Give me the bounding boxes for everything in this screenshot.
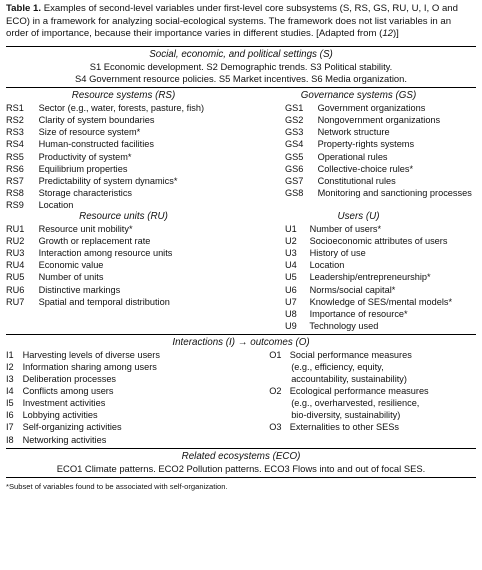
item-text: Property-rights systems [317,139,415,150]
item-text: Storage characteristics [38,187,133,198]
gs-column [241,90,476,211]
u-column [241,211,476,332]
list-item [285,259,476,271]
item-code: RS9 [6,199,24,210]
item-code: I7 [6,422,14,433]
item-text: Importance of resource* [309,308,408,319]
list-item [285,114,476,126]
outcome-o2-detail-2: bio-diversity, sustainability) [291,410,401,421]
list-item [6,247,241,259]
item-code: GS6 [285,163,304,174]
item-text: Deliberation processes [22,374,117,385]
list-item [6,361,269,373]
list-item [6,235,241,247]
outcome-o2 [269,385,476,397]
item-text: Constitutional rules [317,175,396,186]
list-item [285,187,476,199]
item-text: Lobbying activities [22,410,98,421]
list-item [6,259,241,271]
item-code: RS3 [6,127,24,138]
list-item [285,296,476,308]
item-code: RU7 [6,296,25,307]
list-item [6,151,241,163]
item-text: Sector (e.g., water, forests, pasture, fish) [38,103,205,114]
item-code: RS4 [6,139,24,150]
list-item [285,151,476,163]
item-code: RU5 [6,272,25,283]
settings-line-2: S4 Government resource policies. S5 Market incentives. S6 Media organization. [75,72,407,84]
item-code: RS7 [6,175,24,186]
list-item [6,223,241,235]
item-code: I5 [6,398,14,409]
list-item [6,271,241,283]
item-text: Clarity of system boundaries [38,115,155,126]
item-code: U4 [285,260,297,271]
item-code: U7 [285,296,297,307]
item-text: Norms/social capital* [309,284,396,295]
eco-section [6,449,476,475]
item-code: U5 [285,272,297,283]
item-code: RS8 [6,187,24,198]
list-item [285,247,476,259]
item-text: Size of resource system* [38,127,141,138]
list-item [6,114,241,126]
item-code: GS4 [285,139,304,150]
item-code: RS5 [6,151,24,162]
eco-heading: Related ecosystems (ECO) [181,450,301,462]
list-item [6,102,241,114]
item-text: Human-constructed facilities [38,139,154,150]
list-item [6,349,269,361]
list-item [285,284,476,296]
ru-column [6,211,241,332]
item-code: U8 [285,308,297,319]
item-code: RS2 [6,115,24,126]
list-item [6,409,269,421]
rs-heading: Resource systems (RS) [71,90,176,102]
item-code: O2 [269,386,282,397]
item-text: Resource unit mobility* [38,224,133,235]
item-text: Location [38,199,74,210]
bottom-rule [6,477,476,478]
item-code: I1 [6,349,14,360]
eco-line: ECO1 Climate patterns. ECO2 Pollution patterns. ECO3 Flows into and out of focal SES. [56,462,426,474]
outcome-o1 [269,349,476,361]
item-text: Network structure [317,127,390,138]
list-item [285,138,476,150]
item-text: Self-organizing activities [22,422,122,433]
list-item [6,397,269,409]
u-heading: Users (U) [337,211,380,223]
list-item [6,284,241,296]
item-code: RS6 [6,163,24,174]
list-item [6,385,269,397]
item-code: U1 [285,224,297,235]
settings-heading: Social, economic, and political settings (S) [149,48,333,60]
item-text: Nongovernment organizations [317,115,441,126]
gs-heading: Governance systems (GS) [300,90,417,102]
list-item [285,308,476,320]
settings-line-1: S1 Economic development. S2 Demographic trends. S3 Political stability. [89,60,393,72]
item-code: I2 [6,361,14,372]
caption-close: )] [392,28,399,40]
item-text: Predictability of system dynamics* [38,175,178,186]
item-text: Government organizations [317,103,426,114]
item-code: O1 [269,349,282,360]
item-code: I6 [6,410,14,421]
list-item [285,235,476,247]
item-code: GS2 [285,115,304,126]
list-item [285,223,476,235]
item-code: I4 [6,386,14,397]
item-text: Social performance measures [289,349,412,360]
item-code: RU4 [6,260,25,271]
item-text: Knowledge of SES/mental models* [309,296,453,307]
item-code: RU6 [6,284,25,295]
item-text: Technology used [309,320,379,331]
item-text: Interaction among resource units [38,248,173,259]
item-code: GS1 [285,103,304,114]
item-text: Operational rules [317,151,388,162]
item-code: U9 [285,320,297,331]
list-item [6,434,269,446]
settings-section [6,47,476,85]
item-code: GS3 [285,127,304,138]
list-item [285,163,476,175]
interactions-column [6,349,269,446]
item-text: Monitoring and sanctioning processes [317,187,472,198]
item-text: Investment activities [22,398,106,409]
caption-label: Table 1. [6,3,42,14]
item-text: Collective-choice rules* [317,163,414,174]
item-code: GS8 [285,187,304,198]
table-caption [6,3,476,41]
list-item [6,421,269,433]
outcome-o3 [269,421,476,433]
item-code: O3 [269,422,282,433]
list-item [6,373,269,385]
ru-u-grid [6,211,476,332]
io-grid [6,349,476,446]
item-text: Information sharing among users [22,361,157,372]
io-section [6,335,476,446]
item-text: Productivity of system* [38,151,132,162]
list-item [285,126,476,138]
list-item [6,199,241,211]
list-item [6,175,241,187]
list-item [6,296,241,308]
item-text: Externalities to other SESs [289,422,400,433]
item-text: Location [309,260,345,271]
item-text: Leadership/entrepreneurship* [309,272,431,283]
caption-text: Examples of second-level variables under first-level core subsystems (S, RS, GS, RU, U, I, O and ECO) in a framework for analyzing social-ecological systems. The framework does not list variables in an order of importance, because their importance varies in different studies. [Adapted from ( [6,3,458,40]
outcome-o1-detail-2: accountability, sustainability) [291,374,407,385]
item-text: History of use [309,248,366,259]
outcome-o1-detail-1: (e.g., efficiency, equity, [291,361,384,372]
item-text: Number of users* [309,224,382,235]
item-code: I3 [6,374,14,385]
list-item [285,271,476,283]
list-item [6,126,241,138]
item-text: Number of units [38,272,104,283]
rs-gs-grid [6,88,476,211]
list-item [285,102,476,114]
item-code: RS1 [6,103,24,114]
item-text: Conflicts among users [22,386,114,397]
item-code: I8 [6,434,14,445]
rs-column [6,90,241,211]
io-heading: Interactions (I) → outcomes (O) [172,336,310,348]
ru-heading: Resource units (RU) [79,211,168,223]
table-footnote: *Subset of variables found to be associated with self-organization. [6,481,228,491]
list-item [285,320,476,332]
item-text: Spatial and temporal distribution [38,296,170,307]
list-item [285,175,476,187]
item-text: Ecological performance measures [289,386,429,397]
outcomes-column [269,349,476,446]
caption-ref: 12 [382,28,393,40]
item-code: U2 [285,236,297,247]
item-text: Distinctive markings [38,284,121,295]
list-item [6,138,241,150]
item-text: Harvesting levels of diverse users [22,349,160,360]
item-code: RU1 [6,224,25,235]
item-code: GS7 [285,175,304,186]
item-text: Equilibrium properties [38,163,128,174]
list-item [6,187,241,199]
item-code: RU2 [6,236,25,247]
outcome-o2-detail-1: (e.g., overharvested, resilience, [291,398,420,409]
item-code: RU3 [6,248,25,259]
item-text: Networking activities [22,434,107,445]
item-code: U6 [285,284,297,295]
item-text: Economic value [38,260,104,271]
item-code: GS5 [285,151,304,162]
item-code: U3 [285,248,297,259]
item-text: Growth or replacement rate [38,236,151,247]
item-text: Socioeconomic attributes of users [309,236,448,247]
list-item [6,163,241,175]
